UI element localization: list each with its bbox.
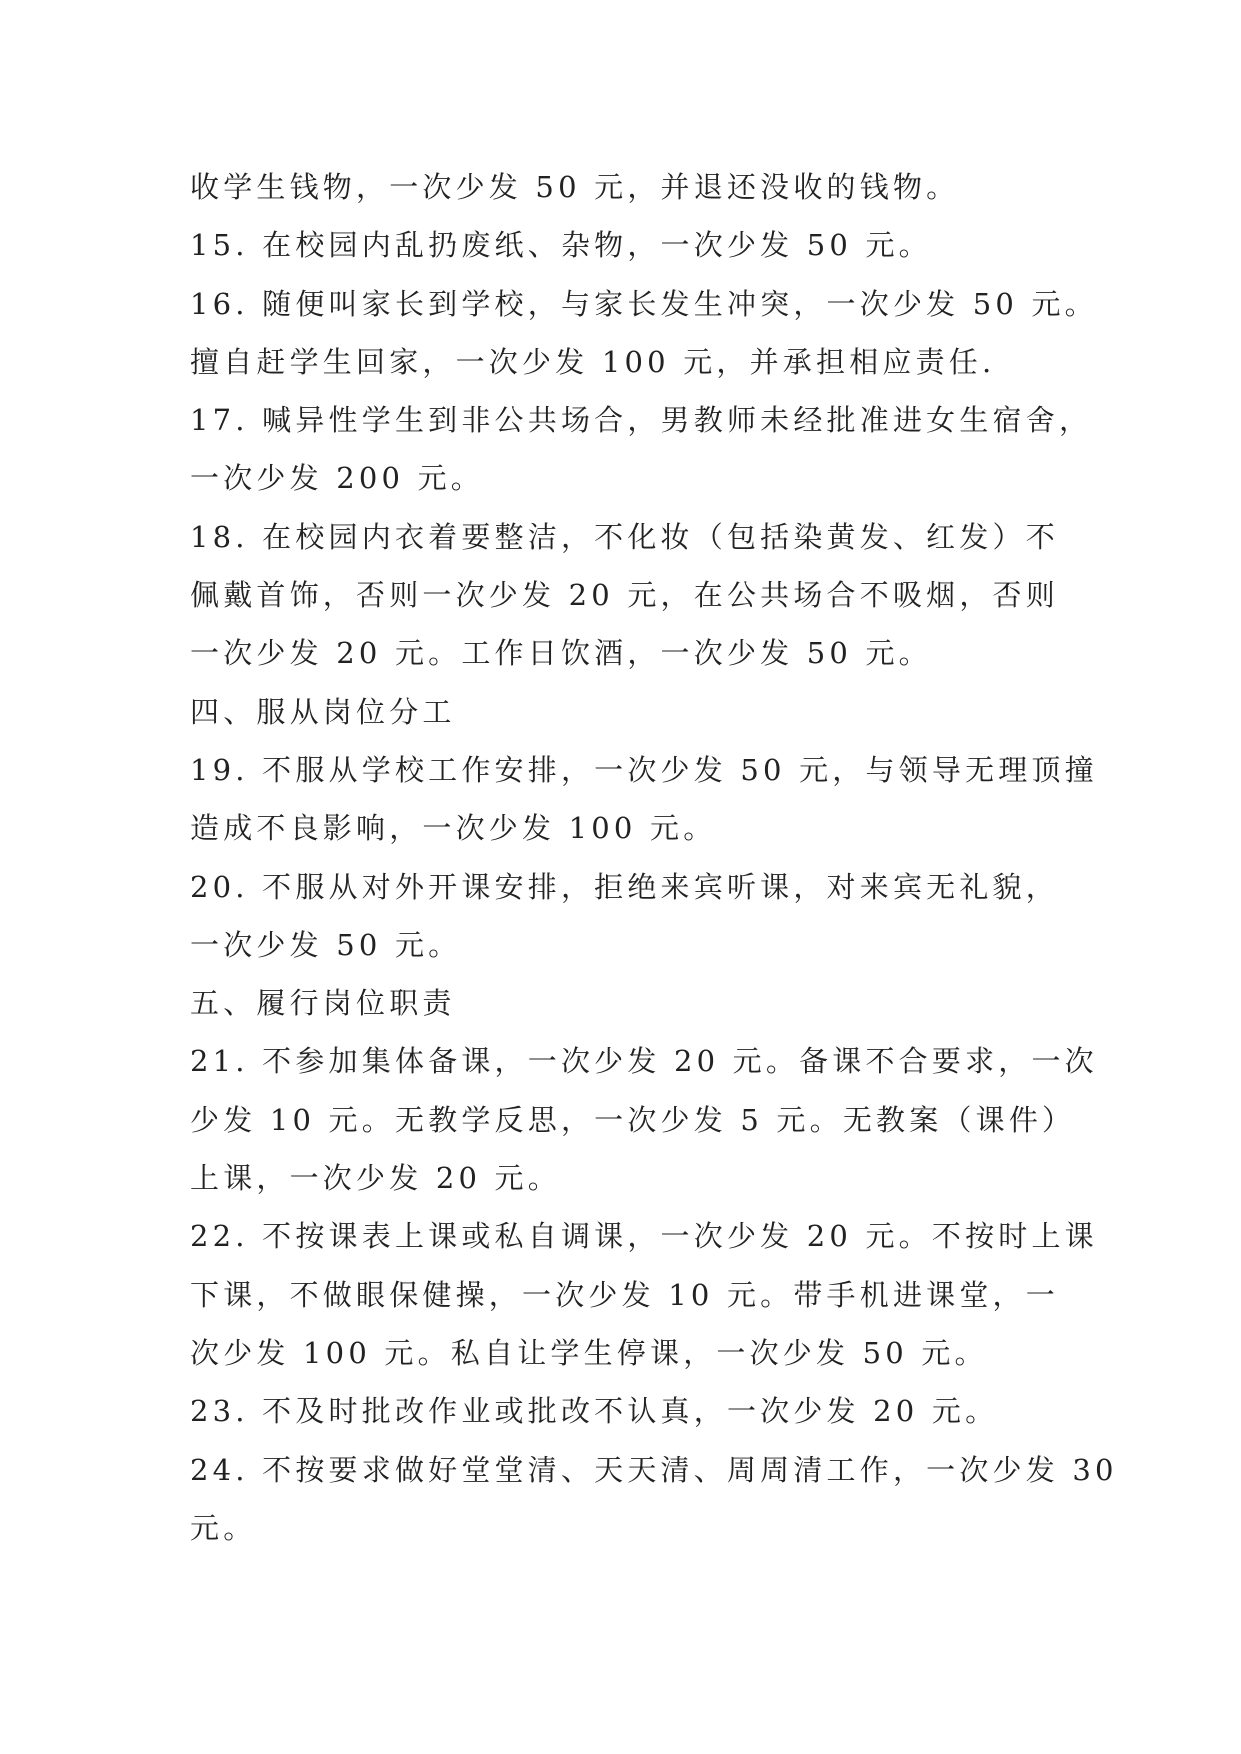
text-line: 少发 10 元。无教学反思，一次少发 5 元。无教案（课件） [190, 1102, 1076, 1137]
text-line: 下课，不做眼保健操，一次少发 10 元。带手机进课堂，一 [190, 1277, 1059, 1312]
text-line: 16. 随便叫家长到学校，与家长发生冲突，一次少发 50 元。 [190, 286, 1098, 321]
text-line: 次少发 100 元。私自让学生停课，一次少发 50 元。 [190, 1335, 988, 1370]
text-line: 一次少发 50 元。 [190, 927, 462, 962]
text-line: 22. 不按课表上课或私自调课，一次少发 20 元。不按时上课 [190, 1219, 1098, 1254]
text-line: 一次少发 20 元。工作日饮酒，一次少发 50 元。 [190, 636, 932, 671]
text-line: 24. 不按要求做好堂堂清、天天清、周周清工作，一次少发 30 [190, 1452, 1118, 1487]
text-line: 佩戴首饰，否则一次少发 20 元，在公共场合不吸烟，否则 [190, 578, 1059, 613]
text-line: 一次少发 200 元。 [190, 461, 484, 496]
text-line: 造成不良影响，一次少发 100 元。 [190, 811, 717, 846]
text-line: 擅自赶学生回家，一次少发 100 元，并承担相应责任. [190, 344, 996, 379]
text-line: 21. 不参加集体备课，一次少发 20 元。备课不合要求，一次 [190, 1044, 1098, 1079]
text-line: 元。 [190, 1510, 257, 1545]
text-line: 上课，一次少发 20 元。 [190, 1161, 561, 1196]
text-line: 20. 不服从对外开课安排，拒绝来宾听课，对来宾无礼貌， [190, 869, 1059, 904]
text-line: 15. 在校园内乱扔废纸、杂物，一次少发 50 元。 [190, 228, 932, 263]
section-heading: 四、服从岗位分工 [190, 694, 456, 729]
document-body [190, 158, 1118, 1557]
text-line: 收学生钱物，一次少发 50 元，并退还没收的钱物。 [190, 170, 960, 204]
text-line: 18. 在校园内衣着要整洁，不化妆（包括染黄发、红发）不 [190, 519, 1059, 554]
text-line: 23. 不及时批改作业或批改不认真，一次少发 20 元。 [190, 1394, 999, 1429]
text-line: 19. 不服从学校工作安排，一次少发 50 元，与领导无理顶撞 [190, 752, 1098, 787]
section-heading: 五、履行岗位职责 [190, 986, 456, 1021]
text-line: 17. 喊异性学生到非公共场合，男教师未经批准进女生宿舍， [190, 403, 1093, 438]
